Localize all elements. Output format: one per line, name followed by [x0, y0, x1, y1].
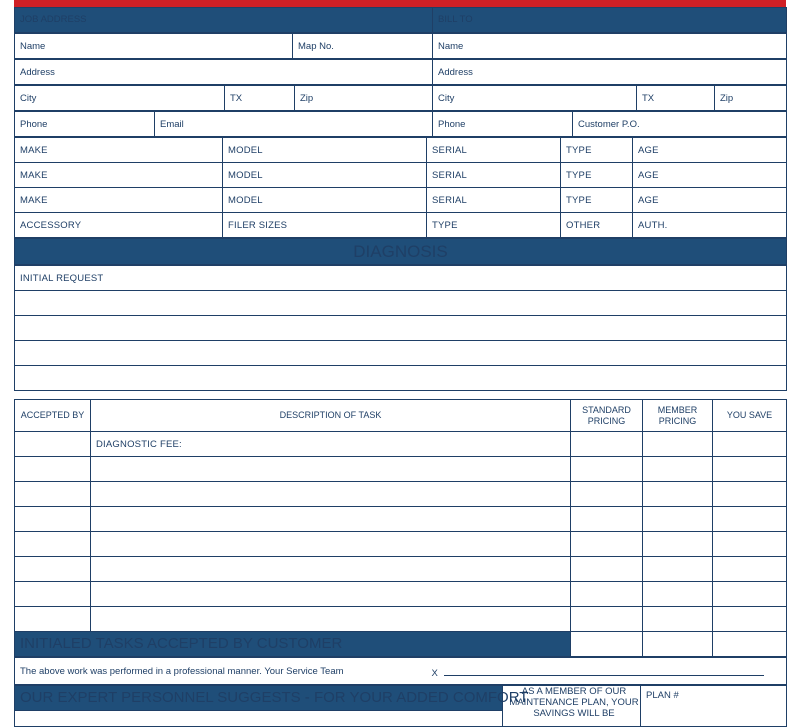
task-standard-5[interactable]: [571, 557, 643, 582]
table-row: [15, 607, 787, 632]
signature-x-mark: X: [431, 667, 438, 679]
task-accepted-by-6[interactable]: [15, 582, 91, 607]
job-name-field[interactable]: Name: [15, 34, 293, 59]
equipment-table: [14, 137, 787, 238]
member-savings-note: [503, 686, 641, 727]
signature-field[interactable]: [427, 658, 787, 685]
task-accepted-by-4[interactable]: [15, 532, 91, 557]
table-row: [15, 138, 787, 163]
standard-pricing-line1: STANDARD: [582, 404, 631, 415]
task-standard-1[interactable]: [571, 457, 643, 482]
task-member-2[interactable]: [643, 482, 713, 507]
task-description-3[interactable]: [91, 507, 571, 532]
equipment-age-1[interactable]: AGE: [633, 138, 787, 163]
equipment-age-3[interactable]: AGE: [633, 188, 787, 213]
task-member-5[interactable]: [643, 557, 713, 582]
equipment-make-2[interactable]: MAKE: [15, 163, 223, 188]
task-accepted-by-3[interactable]: [15, 507, 91, 532]
tasks-standard-pricing-header: [571, 400, 643, 432]
task-member-0[interactable]: [643, 432, 713, 457]
bill-city-field[interactable]: City: [433, 86, 637, 111]
initial-request-field[interactable]: INITIAL REQUEST: [15, 266, 787, 291]
task-save-1[interactable]: [713, 457, 787, 482]
accessory-field[interactable]: ACCESSORY: [15, 213, 223, 238]
plan-number-field[interactable]: PLAN #: [641, 686, 787, 727]
equipment-type-2[interactable]: TYPE: [561, 163, 633, 188]
diagnosis-line-2[interactable]: [15, 316, 787, 341]
initialed-standard-total[interactable]: [571, 632, 643, 657]
task-description-1[interactable]: [91, 457, 571, 482]
bill-state-field[interactable]: TX: [637, 86, 715, 111]
task-member-4[interactable]: [643, 532, 713, 557]
bill-phone-field[interactable]: Phone: [433, 112, 573, 137]
job-state-field[interactable]: TX: [225, 86, 295, 111]
red-accent-bar: [14, 0, 786, 7]
table-row: [15, 557, 787, 582]
task-description-6[interactable]: [91, 582, 571, 607]
task-accepted-by-2[interactable]: [15, 482, 91, 507]
tasks-table: [14, 399, 787, 657]
task-save-5[interactable]: [713, 557, 787, 582]
initialed-tasks-row: [15, 632, 787, 657]
job-zip-field[interactable]: Zip: [295, 86, 433, 111]
member-note-line2: MAINTENANCE PLAN, YOUR: [509, 697, 639, 708]
task-standard-4[interactable]: [571, 532, 643, 557]
work-statement: The above work was performed in a professional manner. Your Service Team: [15, 658, 427, 685]
initialed-tasks-title: INITIALED TASKS ACCEPTED BY CUSTOMER: [15, 632, 571, 657]
accessory-other-field[interactable]: OTHER: [561, 213, 633, 238]
equipment-make-3[interactable]: MAKE: [15, 188, 223, 213]
equipment-model-3[interactable]: MODEL: [223, 188, 427, 213]
equipment-model-1[interactable]: MODEL: [223, 138, 427, 163]
task-standard-6[interactable]: [571, 582, 643, 607]
member-note-line1: AS A MEMBER OF OUR: [521, 686, 627, 697]
task-description-2[interactable]: [91, 482, 571, 507]
task-description-5[interactable]: [91, 557, 571, 582]
task-standard-7[interactable]: [571, 607, 643, 632]
diagnosis-line-1[interactable]: [15, 291, 787, 316]
table-row: [15, 163, 787, 188]
contact-row: [14, 111, 787, 137]
bill-address-field[interactable]: Address: [433, 60, 787, 85]
diagnosis-line-4[interactable]: [15, 366, 787, 391]
task-accepted-by-7[interactable]: [15, 607, 91, 632]
customer-po-field[interactable]: Customer P.O.: [573, 112, 787, 137]
accessory-type-field[interactable]: TYPE: [427, 213, 561, 238]
task-member-1[interactable]: [643, 457, 713, 482]
equipment-type-3[interactable]: TYPE: [561, 188, 633, 213]
equipment-age-2[interactable]: AGE: [633, 163, 787, 188]
task-standard-0[interactable]: [571, 432, 643, 457]
task-save-0[interactable]: [713, 432, 787, 457]
accessory-row: [15, 213, 787, 238]
accessory-auth-field[interactable]: AUTH.: [633, 213, 787, 238]
task-member-7[interactable]: [643, 607, 713, 632]
job-address-field[interactable]: Address: [15, 60, 433, 85]
suggestion-footer-table: [14, 685, 787, 727]
diagnosis-line-3[interactable]: [15, 341, 787, 366]
table-row: [15, 582, 787, 607]
task-save-7[interactable]: [713, 607, 787, 632]
initialed-save-total[interactable]: [713, 632, 787, 657]
task-save-3[interactable]: [713, 507, 787, 532]
section-spacer: [14, 391, 786, 399]
bill-zip-field[interactable]: Zip: [715, 86, 787, 111]
form-sheet: [14, 7, 786, 727]
diagnosis-header-table: [14, 238, 787, 265]
signature-row-table: [14, 657, 787, 685]
tasks-member-pricing-header: [643, 400, 713, 432]
task-accepted-by-5[interactable]: [15, 557, 91, 582]
task-description-7[interactable]: [91, 607, 571, 632]
equipment-make-1[interactable]: MAKE: [15, 138, 223, 163]
diagnostic-fee-label[interactable]: DIAGNOSTIC FEE:: [91, 432, 571, 457]
equipment-serial-3[interactable]: SERIAL: [427, 188, 561, 213]
equipment-serial-1[interactable]: SERIAL: [427, 138, 561, 163]
name-row: [14, 33, 787, 59]
job-phone-field[interactable]: Phone: [15, 112, 155, 137]
table-row: [15, 507, 787, 532]
diagnosis-title: DIAGNOSIS: [15, 239, 787, 265]
equipment-type-1[interactable]: TYPE: [561, 138, 633, 163]
member-note-line3: SAVINGS WILL BE: [533, 708, 615, 719]
task-save-6[interactable]: [713, 582, 787, 607]
tasks-accepted-by-header: ACCEPTED BY: [15, 400, 91, 432]
task-save-2[interactable]: [713, 482, 787, 507]
task-standard-2[interactable]: [571, 482, 643, 507]
tasks-header-row: [15, 400, 787, 432]
diagnosis-table: [14, 265, 787, 391]
job-city-field[interactable]: City: [15, 86, 225, 111]
suggestion-line-1[interactable]: [15, 711, 503, 727]
task-member-3[interactable]: [643, 507, 713, 532]
member-pricing-line2: PRICING: [658, 415, 697, 426]
task-description-4[interactable]: [91, 532, 571, 557]
member-pricing-line1: MEMBER: [657, 404, 698, 415]
address-header-table: [14, 7, 787, 33]
city-state-zip-row: [14, 85, 787, 111]
initialed-member-total[interactable]: [643, 632, 713, 657]
job-address-title: JOB ADDRESS: [15, 8, 433, 33]
address-row: [14, 59, 787, 85]
bill-to-title: BILL TO: [433, 8, 787, 33]
tasks-description-header: DESCRIPTION OF TASK: [91, 400, 571, 432]
bill-name-field[interactable]: Name: [433, 34, 787, 59]
signature-line[interactable]: [444, 664, 764, 676]
filter-sizes-field[interactable]: FILER SIZES: [223, 213, 427, 238]
standard-pricing-line2: PRICING: [587, 415, 626, 426]
equipment-serial-2[interactable]: SERIAL: [427, 163, 561, 188]
table-row: [15, 432, 787, 457]
table-row: [15, 188, 787, 213]
task-accepted-by-0[interactable]: [15, 432, 91, 457]
equipment-model-2[interactable]: MODEL: [223, 163, 427, 188]
job-email-field[interactable]: Email: [155, 112, 433, 137]
expert-suggests-title: OUR EXPERT PERSONNEL SUGGESTS - FOR YOUR ADDED COMFORT: [15, 686, 503, 711]
map-no-field[interactable]: Map No.: [293, 34, 433, 59]
task-accepted-by-1[interactable]: [15, 457, 91, 482]
task-member-6[interactable]: [643, 582, 713, 607]
tasks-you-save-header: YOU SAVE: [713, 400, 787, 432]
task-save-4[interactable]: [713, 532, 787, 557]
table-row: [15, 457, 787, 482]
task-standard-3[interactable]: [571, 507, 643, 532]
table-row: [15, 532, 787, 557]
table-row: [15, 482, 787, 507]
